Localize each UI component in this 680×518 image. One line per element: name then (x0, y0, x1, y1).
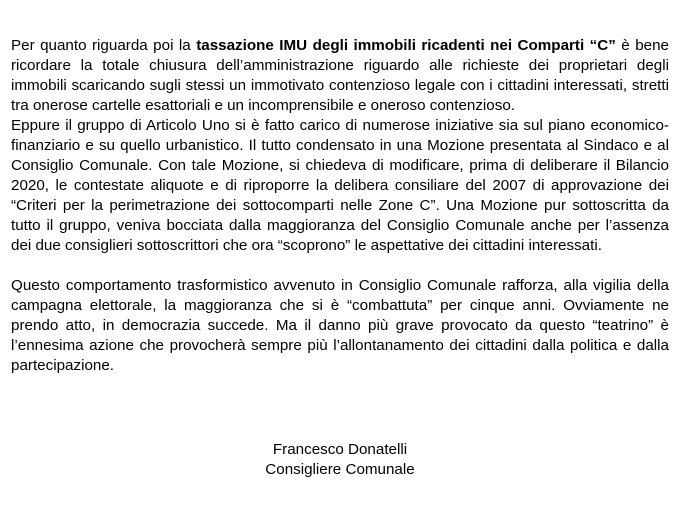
paragraph-imu (11, 36, 669, 116)
signature-role: Consigliere Comunale (265, 461, 415, 478)
signature-name: Francesco Donatelli (272, 441, 408, 458)
paragraph-imu-rest: è bene ricordare la totale chiusura dell’amministrazione riguardo alle richieste dei proprietari degli immobili scaricando sugli stessi un immotivato contenzioso legale con i cittadini interessati, stretti tra onerose cartelle esattoriali e un incomprensibile e oneroso contenzioso. (11, 37, 669, 114)
paragraph-comportamento: Questo comportamento trasformistico avvenuto in Consiglio Comunale rafforza, alla vigilia della campagna elettorale, la maggioranza che si è “combattuta” per cinque anni. Ovviamente ne prendo atto, in democrazia succede. Ma il danno più grave provocato da questo “teatrino” è l’ennesima azione che provocherà sempre più l’allontanamento dei cittadini dalla politica e dalla partecipazione. (11, 277, 669, 374)
signature-block (0, 440, 680, 480)
paragraph-imu-intro: Per quanto riguarda poi la (11, 37, 197, 54)
paragraph-mozione: Eppure il gruppo di Articolo Uno si è fatto carico di numerose iniziative sia sul piano economico-finanziario e su quello urbanistico. Il tutto condensato in una Mozione presentata al Sindaco e al Consiglio Comunale. Con tale Mozione, si chiedeva di modificare, prima di deliberare il Bilancio 2020, le contestate aliquote e di riproporre la delibera consiliare del 2007 di approvazione dei “Criteri per la perimetrazione dei sottocomparti nelle Zone C”. Una Mozione pur sottoscritta da tutto il gruppo, veniva bocciata dalla maggioranza del Consiglio Comunale anche per l’assenza dei due consiglieri sottoscrittori che ora “scoprono” le aspettative dei cittadini interessati. (11, 117, 669, 254)
paragraph-imu-bold: tassazione IMU degli immobili ricadenti nei Comparti “C” (196, 37, 616, 54)
document-body (11, 36, 669, 376)
paragraph-spacer (11, 256, 669, 276)
